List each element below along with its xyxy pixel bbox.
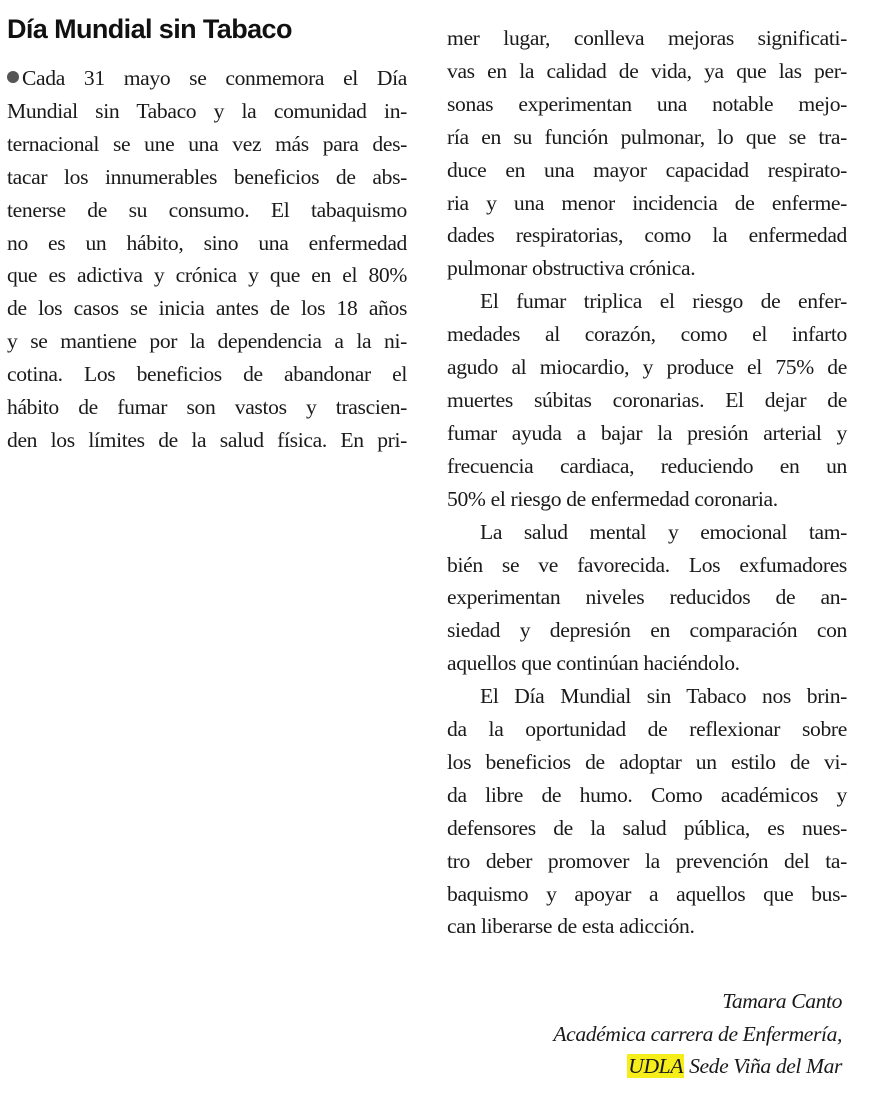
text-line: baquismo y apoyar a aquellos que bus- xyxy=(447,881,847,906)
highlighted-org: UDLA xyxy=(628,1054,684,1078)
text-line: muertes súbitas coronarias. El dejar de xyxy=(447,387,847,412)
text-line: no es un hábito, sino una enfermedad xyxy=(7,230,407,255)
text-line: siedad y depresión en comparación con xyxy=(447,618,847,643)
text-line: ria y una menor incidencia de enferme- xyxy=(447,190,847,215)
text-line: agudo al miocardio, y produce el 75% de xyxy=(447,355,847,380)
text-line: que es adictiva y crónica y que en el 80% xyxy=(7,263,407,288)
text-line: defensores de la salud pública, es nues- xyxy=(447,815,847,840)
text-line: experimentan niveles reducidos de an- xyxy=(447,585,847,610)
author-name: Tamara Canto xyxy=(722,989,842,1013)
text-line: de los casos se inicia antes de los 18 años xyxy=(7,296,407,321)
org-location: Sede Viña del Mar xyxy=(684,1054,842,1078)
text-line: Mundial sin Tabaco y la comunidad in- xyxy=(7,98,407,123)
text-line: tro deber promover la prevención del ta- xyxy=(447,848,847,873)
text-line: da la oportunidad de reflexionar sobre xyxy=(447,717,847,742)
text-line: duce en una mayor capacidad respirato- xyxy=(447,157,847,182)
author-signature xyxy=(422,985,842,1083)
text-line: can liberarse de esta adicción. xyxy=(447,914,695,939)
bullet-icon xyxy=(7,71,19,83)
text-line: bién se ve favorecida. Los exfumadores xyxy=(447,552,847,577)
text-line: mer lugar, conlleva mejoras significati- xyxy=(447,26,847,50)
article-title: Día Mundial sin Tabaco xyxy=(7,14,292,44)
text-line: da libre de humo. Como académicos y xyxy=(447,782,847,807)
text-line: frecuencia cardiaca, reduciendo en un xyxy=(447,453,847,478)
text-line: tenerse de su consumo. El tabaquismo xyxy=(7,197,407,222)
text-line: 50% el riesgo de enfermedad coronaria. xyxy=(447,486,778,511)
text-line: pulmonar obstructiva crónica. xyxy=(447,256,696,281)
text-line: tacar los innumerables beneficios de abs- xyxy=(7,164,407,189)
text-line: El Día Mundial sin Tabaco nos brin- xyxy=(480,684,847,709)
right-column xyxy=(447,22,847,943)
text-line: sonas experimentan una notable mejo- xyxy=(447,91,847,116)
author-role: Académica carrera de Enfermería, xyxy=(553,1021,842,1046)
text-line: vas en la calidad de vida, ya que las per- xyxy=(447,58,847,83)
author-organization xyxy=(422,1050,842,1083)
text-line: dades respiratorias, como la enfermedad xyxy=(447,223,847,248)
text-line: aquellos que continúan haciéndolo. xyxy=(447,651,740,676)
text-line: den los límites de la salud física. En pri- xyxy=(7,427,407,452)
text-line: hábito de fumar son vastos y trascien- xyxy=(7,395,407,420)
text-line: cotina. Los beneficios de abandonar el xyxy=(7,362,407,387)
text-line: El fumar triplica el riesgo de enfer- xyxy=(480,289,847,314)
text-line: La salud mental y emocional tam- xyxy=(480,519,847,544)
text-line: ría en su función pulmonar, lo que se tra- xyxy=(447,124,847,149)
text-line: y se mantiene por la dependencia a la ni- xyxy=(7,329,407,354)
text-line: Cada 31 mayo se conmemora el Día xyxy=(7,62,407,95)
left-column xyxy=(7,62,407,457)
text-line: ternacional se une una vez más para des- xyxy=(7,131,407,156)
text-line: fumar ayuda a bajar la presión arterial y xyxy=(447,420,847,445)
text-line: los beneficios de adoptar un estilo de vi- xyxy=(447,749,847,774)
text-line: medades al corazón, como el infarto xyxy=(447,322,847,347)
